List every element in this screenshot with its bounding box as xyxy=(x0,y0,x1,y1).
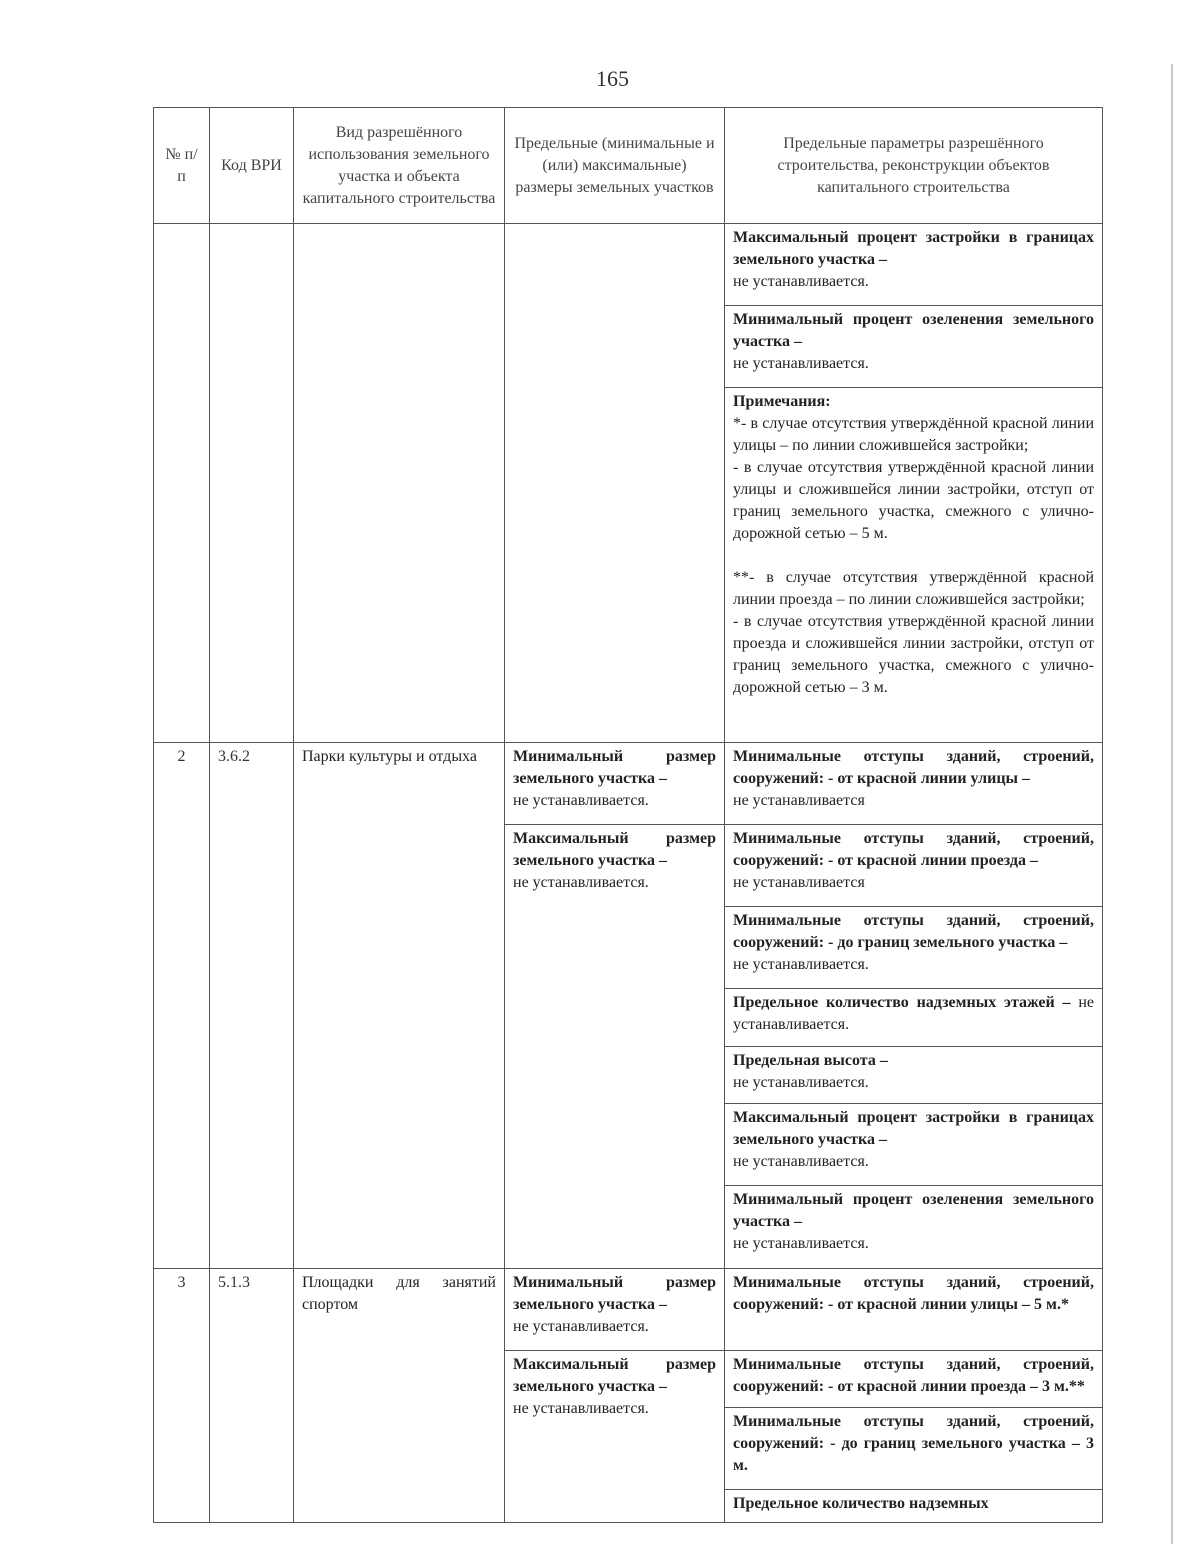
param-cell xyxy=(725,1046,1103,1103)
size-min-cell xyxy=(505,1268,725,1350)
param-text: не устанавливается. xyxy=(733,994,1095,1034)
param-cell xyxy=(725,1104,1103,1186)
size-min-cell xyxy=(505,742,725,824)
cell-num xyxy=(154,224,210,743)
size-max-bold: Максимальный размер земельного участка – xyxy=(513,1355,716,1395)
size-max-cell xyxy=(505,825,725,1269)
param-bold: Максимальный процент застройки в границах земельного участка – xyxy=(733,229,1094,268)
note-text: - в случае отсутствия утверждённой красной линии улицы и сложившейся линии застройки, отступ от границ земельного участка, смежного с улично-дорожной сетью – 5 м. xyxy=(733,459,1094,543)
param-cell xyxy=(725,1490,1103,1523)
use-type: Площадки для занятий спортом xyxy=(294,1268,505,1522)
param-bold: Минимальные отступы зданий, строений, сооружений: - от красной линии проезда – 3 м.** xyxy=(733,1355,1094,1395)
notes-cell xyxy=(725,388,1103,743)
size-max-text: не устанавливается. xyxy=(513,1399,649,1417)
param-bold: Минимальный процент озеленения земельного участка – xyxy=(733,311,1094,351)
param-text: не устанавливается. xyxy=(733,1153,869,1171)
param-cell xyxy=(725,1408,1103,1490)
cell-size xyxy=(505,224,725,743)
param-cell xyxy=(725,224,1103,306)
param-text: не устанавливается. xyxy=(733,956,869,974)
size-max-text: не устанавливается. xyxy=(513,874,649,892)
param-bold: Минимальные отступы зданий, строений, сооружений: - от красной линии проезда – xyxy=(733,830,1094,870)
table-row xyxy=(154,1268,1103,1350)
param-text: не устанавливается xyxy=(733,791,865,809)
notes-title: Примечания: xyxy=(733,393,831,411)
param-bold: Предельное количество надземных этажей – xyxy=(733,994,1071,1012)
param-text: не устанавливается. xyxy=(733,1073,869,1091)
header-row xyxy=(154,108,1103,224)
param-text: не устанавливается. xyxy=(733,1235,869,1253)
param-cell xyxy=(725,742,1103,824)
param-cell xyxy=(725,306,1103,388)
param-cell xyxy=(725,989,1103,1046)
param-cell xyxy=(725,1268,1103,1350)
regulations-table xyxy=(153,107,1103,1523)
param-cell xyxy=(725,1186,1103,1268)
param-cell xyxy=(725,1350,1103,1407)
header-code: Код ВРИ xyxy=(210,108,294,224)
header-size: Предельные (минимальные и (или) максимальные) размеры земельных участков xyxy=(505,108,725,224)
size-max-cell xyxy=(505,1350,725,1522)
vri-code: 5.1.3 xyxy=(210,1268,294,1522)
row-number: 2 xyxy=(154,742,210,1268)
param-text: не устанавливается. xyxy=(733,355,869,373)
table-row xyxy=(154,224,1103,306)
size-min-text: не устанавливается. xyxy=(513,1317,649,1335)
note-text: *- в случае отсутствия утверждённой красной линии улицы – по линии сложившейся застройки; xyxy=(733,415,1094,455)
param-bold: Минимальные отступы зданий, строений, сооружений: - от красной линии улицы – 5 м.* xyxy=(733,1273,1094,1313)
row-number: 3 xyxy=(154,1268,210,1522)
cell-code xyxy=(210,224,294,743)
param-bold: Предельная высота – xyxy=(733,1051,888,1069)
param-bold: Максимальный процент застройки в границах земельного участка – xyxy=(733,1109,1094,1149)
scan-edge-line xyxy=(1171,64,1173,1544)
param-cell xyxy=(725,825,1103,907)
note-text: - в случае отсутствия утверждённой красной линии проезда и сложившейся линии застройки, отступ от границ земельного участка, смежного с улично-дорожной сетью – 3 м. xyxy=(733,613,1094,697)
table-row xyxy=(154,742,1103,824)
header-params: Предельные параметры разрешённого строительства, реконструкции объектов капитального строительства xyxy=(725,108,1103,224)
param-cell xyxy=(725,907,1103,989)
size-min-text: не устанавливается. xyxy=(513,791,649,809)
param-bold: Минимальные отступы зданий, строений, сооружений: - от красной линии улицы – xyxy=(733,747,1094,787)
param-text: не устанавливается xyxy=(733,874,865,892)
cell-type xyxy=(294,224,505,743)
header-num: № п/п xyxy=(154,108,210,224)
param-bold: Минимальные отступы зданий, строений, сооружений: - до границ земельного участка – 3 м. xyxy=(733,1413,1094,1475)
page-number: 165 xyxy=(596,66,629,91)
note-text: **- в случае отсутствия утверждённой красной линии проезда – по линии сложившейся застройки; xyxy=(733,569,1094,609)
param-text: не устанавливается. xyxy=(733,273,869,290)
size-min-bold: Минимальный размер земельного участка – xyxy=(513,1273,716,1313)
vri-code: 3.6.2 xyxy=(210,742,294,1268)
param-bold: Минимальные отступы зданий, строений, сооружений: - до границ земельного участка – xyxy=(733,912,1094,952)
size-max-bold: Максимальный размер земельного участка – xyxy=(513,830,716,870)
size-min-bold: Минимальный размер земельного участка – xyxy=(513,747,716,787)
use-type: Парки культуры и отдыха xyxy=(294,742,505,1268)
header-type: Вид разрешённого использования земельного участка и объекта капитального строительства xyxy=(294,108,505,224)
param-bold: Минимальный процент озеленения земельного участка – xyxy=(733,1191,1094,1231)
param-bold: Предельное количество надземных xyxy=(733,1495,989,1513)
